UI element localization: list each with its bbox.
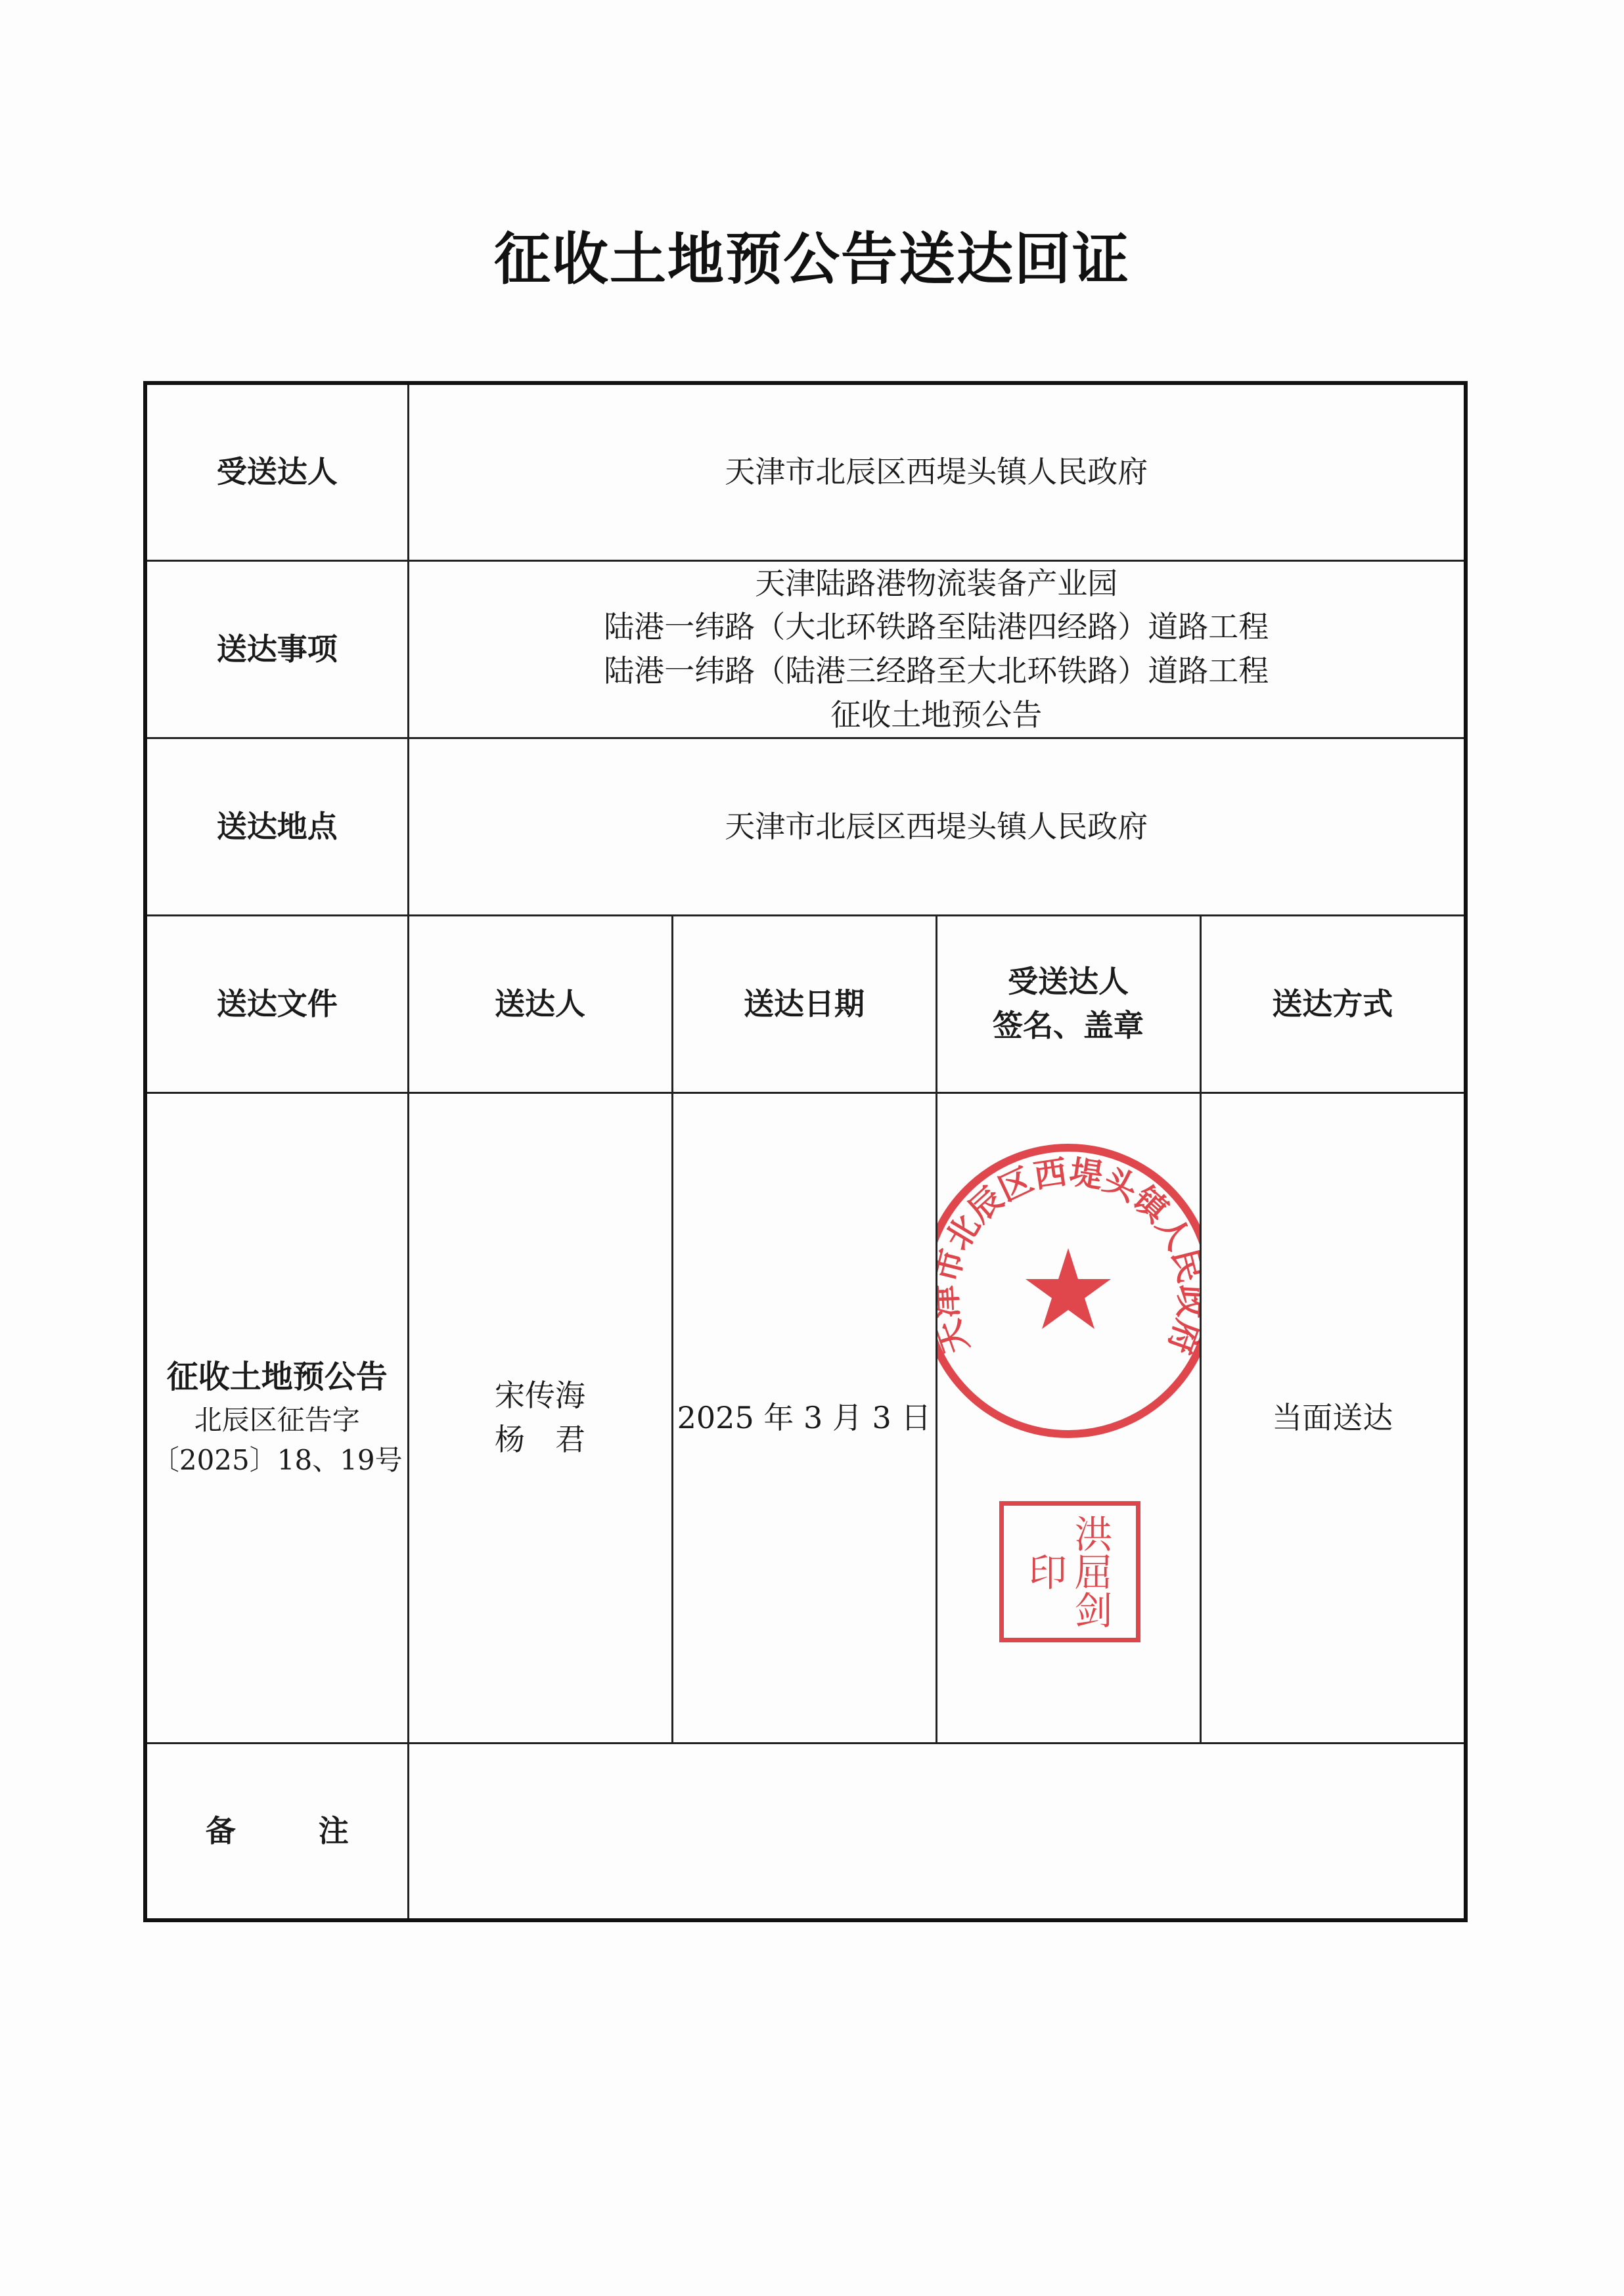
header-document: 送达文件 bbox=[145, 915, 408, 1092]
document-number-line1: 北辰区征告字 bbox=[194, 1403, 360, 1436]
matter-value bbox=[408, 560, 1466, 738]
record-signature bbox=[926, 1092, 1211, 1743]
square-seal-text: 洪屈剑印 bbox=[1022, 1514, 1113, 1629]
recipient-label: 受送达人 bbox=[145, 383, 408, 560]
round-seal-text: 天津市北辰区西堤头镇人民政府 bbox=[926, 1152, 1211, 1359]
header-server: 送达人 bbox=[408, 915, 672, 1092]
header-date: 送达日期 bbox=[672, 915, 936, 1092]
personal-square-seal bbox=[999, 1501, 1140, 1642]
remarks-value bbox=[408, 1743, 1466, 1920]
location-row bbox=[145, 738, 1466, 915]
location-label: 送达地点 bbox=[145, 738, 408, 915]
remarks-label: 备 注 bbox=[145, 1743, 408, 1920]
header-signature bbox=[936, 915, 1200, 1092]
recipient-value: 天津市北辰区西堤头镇人民政府 bbox=[408, 383, 1466, 560]
document-number-line2: 〔2025〕18、19号 bbox=[151, 1443, 403, 1476]
seal-star-icon bbox=[1026, 1248, 1111, 1329]
page-title: 征收土地预公告送达回证 bbox=[494, 226, 1130, 292]
record-document bbox=[145, 1092, 408, 1743]
matter-line: 天津陆路港物流装备产业园 bbox=[755, 565, 1118, 601]
server-name: 杨 君 bbox=[495, 1422, 585, 1457]
server-name: 宋传海 bbox=[495, 1378, 585, 1414]
document-title: 征收土地预公告 bbox=[166, 1359, 388, 1396]
header-signature-line2: 签名、盖章 bbox=[993, 1008, 1144, 1043]
matter-label: 送达事项 bbox=[145, 560, 408, 738]
matter-row bbox=[145, 560, 1466, 738]
remarks-row bbox=[145, 1743, 1466, 1920]
matter-line: 陆港一纬路（陆港三经路至大北环铁路）道路工程 bbox=[604, 653, 1269, 688]
header-row bbox=[145, 915, 1466, 1092]
recipient-row bbox=[145, 383, 1466, 560]
location-value: 天津市北辰区西堤头镇人民政府 bbox=[408, 738, 1466, 915]
header-method: 送达方式 bbox=[1200, 915, 1466, 1092]
matter-line: 征收土地预公告 bbox=[830, 696, 1043, 732]
record-server bbox=[408, 1092, 672, 1743]
header-signature-line1: 受送达人 bbox=[1008, 964, 1129, 1000]
delivery-receipt-table bbox=[143, 381, 1468, 1922]
record-date: 2025 年 3 月 3 日 bbox=[672, 1092, 936, 1743]
official-round-seal bbox=[926, 1140, 1211, 1442]
record-method: 当面送达 bbox=[1200, 1092, 1466, 1743]
record-row bbox=[145, 1092, 1466, 1743]
matter-line: 陆港一纬路（大北环铁路至陆港四经路）道路工程 bbox=[604, 609, 1269, 645]
